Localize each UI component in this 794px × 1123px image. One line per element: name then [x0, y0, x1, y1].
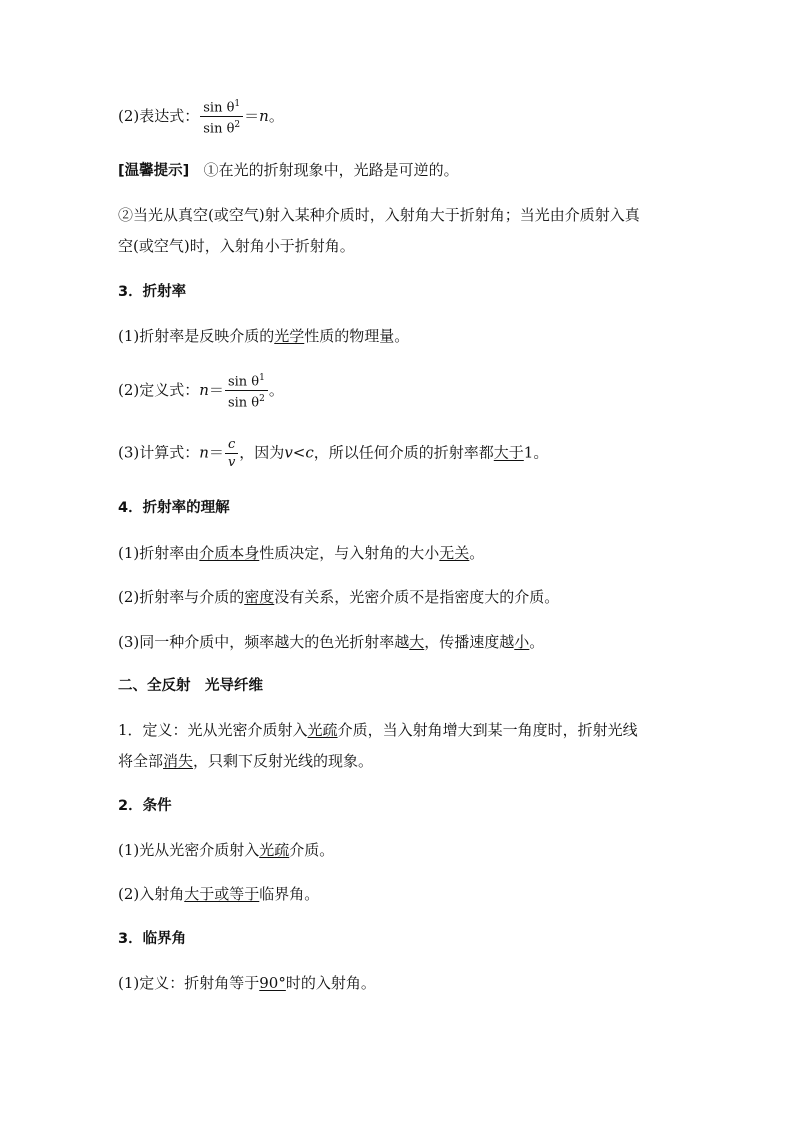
period: 。	[268, 380, 284, 399]
item-text: 1。	[523, 443, 549, 462]
item-text: 介质，当入射角增大到某一角度时，折射光线	[337, 721, 638, 739]
fraction-denominator: sin θ	[203, 121, 235, 137]
expression-line	[118, 96, 284, 138]
item-line	[118, 543, 484, 563]
item-text: 。	[469, 544, 485, 562]
chapter-heading-total-reflection	[118, 676, 263, 696]
calculation-fraction	[225, 436, 238, 471]
heading-text: 4．折射率的理解	[118, 500, 230, 516]
section-heading-critical-angle	[118, 929, 186, 949]
item-text: ，只剩下反射光线的现象。	[193, 752, 374, 770]
calculation-line	[118, 436, 548, 471]
heading-text: 3．折射率	[118, 284, 187, 300]
item-line	[118, 840, 334, 860]
item-line	[118, 884, 319, 904]
underlined-answer: 光学	[274, 327, 305, 345]
underlined-answer: 大于或等于	[184, 885, 260, 903]
underlined-answer: 90°	[259, 974, 286, 992]
item-text: ，因为	[239, 443, 285, 462]
definition-line	[118, 370, 284, 412]
paragraph-text: 空(或空气)时，入射角小于折射角。	[118, 237, 355, 255]
item-text: 时的入射角。	[285, 974, 376, 992]
period: 。	[268, 106, 284, 125]
fraction-numerator: sin θ	[203, 100, 235, 116]
paragraph-line	[118, 205, 640, 225]
item-text: 性质的物理量。	[304, 327, 410, 345]
section-heading-conditions	[118, 796, 172, 816]
equals-sign: ＝	[208, 380, 224, 399]
underlined-answer: 大	[409, 633, 425, 651]
underlined-answer: 介质本身	[199, 544, 260, 562]
underlined-answer: 大于	[493, 443, 524, 462]
underlined-answer: 消失	[163, 752, 194, 770]
fraction-numerator: sin θ	[227, 374, 260, 390]
item-text: (3)同一种介质中，频率越大的色光折射率越	[118, 633, 410, 651]
item-text: 1．定义：光从光密介质射入	[118, 721, 308, 739]
heading-text: 二、全反射 光导纤维	[118, 678, 263, 694]
item-text: (1)定义：折射角等于	[118, 974, 260, 992]
underlined-answer: 光疏	[307, 721, 338, 739]
underlined-answer: 无关	[439, 544, 470, 562]
section-heading-refractive-index	[118, 282, 186, 302]
item-text: 介质。	[289, 841, 335, 859]
var-n: n	[259, 106, 269, 125]
underlined-answer: 小	[514, 633, 530, 651]
item-line	[118, 720, 638, 740]
section-heading-understanding	[118, 498, 230, 518]
var-n: n	[199, 380, 209, 399]
item-line	[118, 326, 409, 346]
tip-tag: [温馨提示]	[118, 163, 190, 179]
fraction-denominator: v	[227, 455, 236, 470]
tip-text: ①在光的折射现象中，光路是可逆的。	[203, 161, 459, 179]
heading-text: 3．临界角	[118, 931, 187, 947]
item-text: 。	[529, 633, 545, 651]
definition-label: (2)定义式：	[118, 380, 200, 399]
denominator-sup: 2	[234, 120, 241, 131]
paragraph-text: ②当光从真空(或空气)射入某种介质时，入射角大于折射角；当光由介质射入真	[118, 206, 640, 224]
underlined-answer: 密度	[244, 588, 275, 606]
item-text: (2)折射率与介质的	[118, 588, 245, 606]
item-text: (1)光从光密介质射入	[118, 841, 260, 859]
item-text: 将全部	[118, 752, 164, 770]
expression-label: (2)表达式：	[118, 106, 200, 125]
item-text: (1)折射率由	[118, 544, 200, 562]
tip-line	[118, 160, 459, 181]
item-line	[118, 632, 544, 652]
item-line	[118, 973, 376, 993]
fraction-numerator: c	[225, 436, 238, 454]
item-text: ，传播速度越	[424, 633, 515, 651]
item-text: 性质决定，与入射角的大小	[259, 544, 440, 562]
item-text: (1)折射率是反映介质的	[118, 327, 275, 345]
item-text: ，所以任何介质的折射率都	[313, 443, 494, 462]
definition-fraction	[225, 370, 268, 412]
numerator-sup: 1	[259, 373, 265, 383]
item-line	[118, 587, 559, 607]
equals-sign: ＝	[208, 443, 224, 462]
denominator-sup: 2	[259, 394, 265, 405]
underlined-answer: 光疏	[259, 841, 290, 859]
item-text: (2)入射角	[118, 885, 185, 903]
heading-text: 2．条件	[118, 798, 172, 814]
equals-sign: ＝	[244, 106, 260, 125]
paragraph-line	[118, 236, 355, 256]
item-text: 没有关系，光密介质不是指密度大的介质。	[274, 588, 560, 606]
item-text: 临界角。	[259, 885, 320, 903]
inequality: v<c	[284, 443, 314, 462]
calculation-label: (3)计算式：	[118, 443, 200, 462]
item-line	[118, 751, 373, 771]
numerator-sup: 1	[234, 99, 241, 109]
fraction-denominator: sin θ	[227, 395, 260, 411]
var-n: n	[199, 443, 209, 462]
snell-fraction	[200, 96, 243, 138]
